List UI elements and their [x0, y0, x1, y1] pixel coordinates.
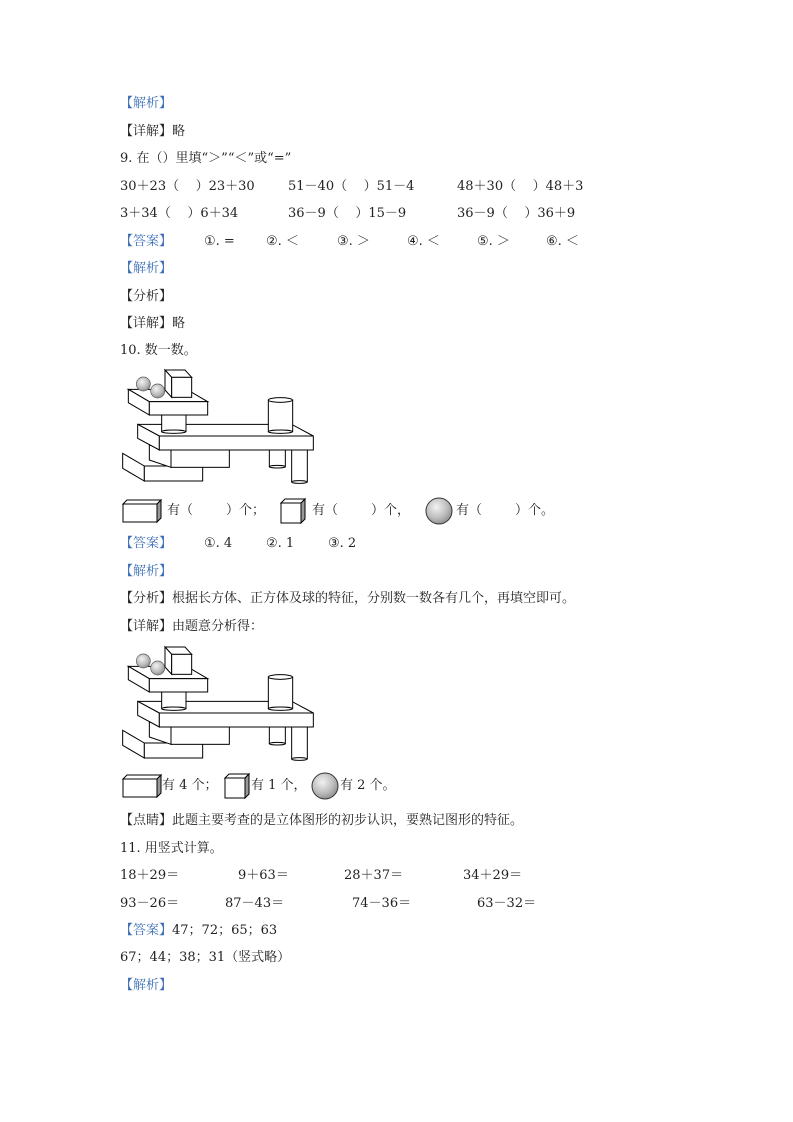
answer-item: ⑥. ＜	[546, 234, 579, 249]
q9-expr: 30＋23（ ）23＋30	[120, 179, 255, 194]
jiexi-label: 【解析】	[120, 564, 173, 579]
q9-expr: 36－9（ ）15－9	[288, 206, 407, 221]
xiangjie-line	[120, 124, 185, 140]
answer-item: ③. ＞	[337, 234, 370, 249]
q9-expr: 36－9（ ）36＋9	[457, 206, 576, 221]
q11-expr: 18＋29＝	[120, 868, 180, 883]
xiangjie-label: 【详解】	[120, 316, 173, 331]
cuboid-icon	[122, 499, 162, 523]
jiexi-label: 【解析】	[120, 261, 173, 276]
answer-item: ②. ＜	[266, 234, 299, 249]
dianjing-label: 【点睛】	[120, 813, 173, 828]
q11-expr: 93－26＝	[120, 896, 180, 911]
q9-expr: 3＋34（ ）6＋34	[120, 206, 239, 221]
answer-item: ③. 2	[328, 536, 357, 551]
q9-expr: 48＋30（ ）48＋3	[457, 179, 584, 194]
answer-label: 【答案】	[120, 536, 173, 551]
q11-expr: 74－36＝	[352, 896, 412, 911]
fenxi-text: 根据长方体、正方体及球的特征，分别数一数各有几个，再填空即可。	[172, 591, 576, 606]
q9-expr: 51－40（ ）51－4	[288, 179, 415, 194]
answer-item: ④. ＜	[407, 234, 440, 249]
jiexi-label: 【解析】	[120, 978, 173, 993]
dianjing-text: 此题主要考查的是立体图形的初步认识，要熟记图形的特征。	[172, 813, 524, 828]
xiangjie-text: 由题意分析得：	[172, 619, 264, 634]
q11-expr: 9＋63＝	[238, 868, 289, 883]
result-cube: 有 1 个，	[251, 778, 307, 793]
answer-label: 【答案】	[120, 923, 173, 938]
cube-icon	[280, 498, 306, 524]
sphere-icon	[425, 497, 453, 525]
q11-title: 11. 用竖式计算。	[120, 841, 223, 856]
xiangjie-line	[120, 619, 263, 635]
fenxi-label: 【分析】	[120, 289, 173, 304]
q10-title: 10. 数一数。	[120, 343, 197, 358]
dianjing-line	[120, 813, 523, 829]
answer-item: ②. 1	[266, 536, 295, 551]
cuboid-icon	[122, 774, 162, 798]
blocks-figure	[110, 360, 350, 490]
q9-title: 9. 在（）里填“＞”“＜”或“=”	[120, 151, 292, 166]
answer-label: 【答案】	[120, 234, 173, 249]
blocks-figure-solution	[110, 637, 350, 767]
xiangjie-text: 略	[172, 124, 186, 139]
blank-cuboid: 有（ ）个；	[167, 503, 266, 518]
q11-expr: 63－32＝	[477, 896, 537, 911]
q11-expr: 87－43＝	[225, 896, 285, 911]
answer-item: ①. =	[204, 234, 235, 249]
answer-item: ⑤. ＞	[477, 234, 510, 249]
answer-item: ①. 4	[204, 536, 233, 551]
result-cuboid: 有 4 个；	[162, 778, 218, 793]
cube-icon	[224, 773, 250, 799]
answer-line	[120, 923, 277, 939]
xiangjie-label: 【详解】	[120, 619, 173, 634]
sphere-icon	[311, 772, 339, 800]
xiangjie-line	[120, 316, 185, 332]
blank-sphere: 有（ ）个。	[456, 503, 555, 518]
answer-text: 47；72；65；63	[172, 923, 278, 938]
fenxi-line	[120, 591, 575, 607]
q11-expr: 34＋29＝	[463, 868, 523, 883]
result-sphere: 有 2 个。	[340, 778, 396, 793]
answer-line-2: 67；44；38；31（竖式略）	[120, 950, 291, 965]
jiexi-label: 【解析】	[120, 96, 173, 111]
q11-expr: 28＋37＝	[344, 868, 404, 883]
blank-cube: 有（ ）个，	[312, 503, 411, 518]
fenxi-label: 【分析】	[120, 591, 173, 606]
xiangjie-text: 略	[172, 316, 186, 331]
xiangjie-label: 【详解】	[120, 124, 173, 139]
